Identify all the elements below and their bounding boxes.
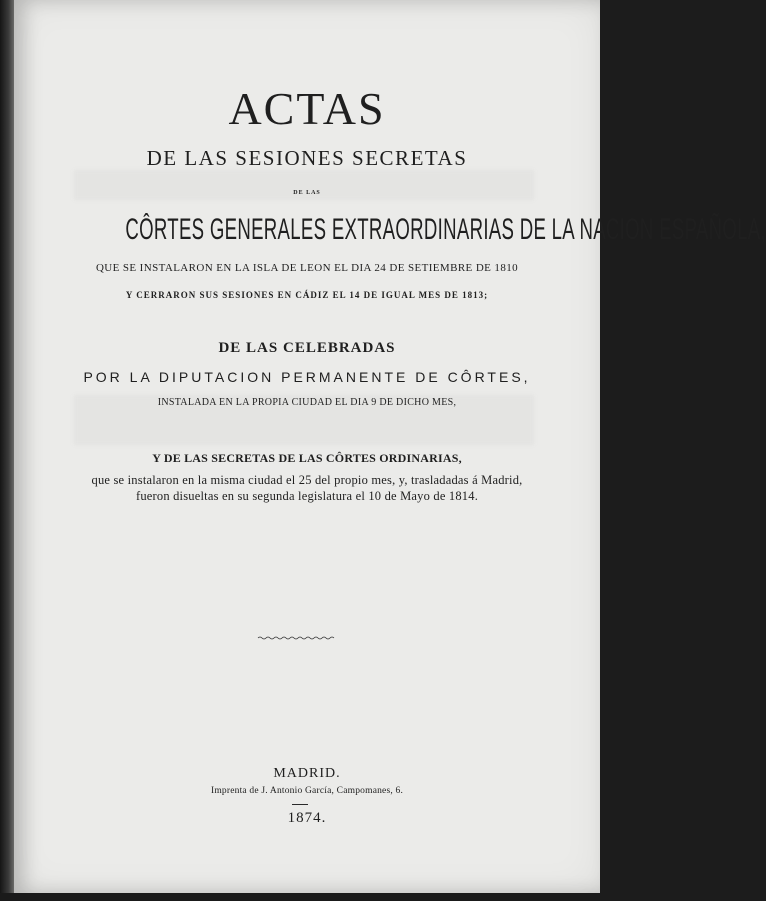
subtitle-de-las: DE LAS <box>293 190 321 196</box>
imprint-city: MADRID. <box>273 766 341 781</box>
title-page <box>14 0 766 893</box>
page-title: ACTAS <box>228 83 386 134</box>
imprint-rule <box>292 804 308 805</box>
diputacion-line: POR LA DIPUTACION PERMANENTE DE CÔRTES, <box>83 369 531 385</box>
secretas-ordinarias-heading: Y DE LAS SECRETAS DE LAS CÔRTES ORDINARIAS, <box>152 451 462 465</box>
paragraph-line-2: fueron disueltas en su segunda legislatura el 10 de Mayo de 1814. <box>135 489 479 503</box>
celebradas-heading: DE LAS CELEBRADAS <box>218 340 396 356</box>
imprint-year: 1874. <box>287 810 327 826</box>
subtitle-sesiones-secretas: DE LAS SESIONES SECRETAS <box>146 146 468 170</box>
wavy-ornament-divider <box>258 636 334 640</box>
book-binding-shadow <box>0 0 14 901</box>
instalaron-line: QUE SE INSTALARON EN LA ISLA DE LEON EL DIA 24 DE SETIEMBRE DE 1810 <box>95 262 519 274</box>
cortes-generales-line: CÔRTES GENERALES EXTRAORDINARIAS DE LA NACION ESPAÑOLA, <box>125 213 766 246</box>
cerraron-line: Y CERRARON SUS SESIONES EN CÁDIZ EL 14 DE IGUAL MES DE 1813; <box>125 290 489 300</box>
instalada-line: INSTALADA EN LA PROPIA CIUDAD EL DIA 9 DE DICHO MES, <box>157 397 457 408</box>
imprint-printer: Imprenta de J. Antonio García, Campomanes, 6. <box>210 786 404 796</box>
page-bottom-edge <box>0 893 600 901</box>
paragraph-line-1: que se instalaron en la misma ciudad el 25 del propio mes, y, trasladadas á Madrid, <box>91 473 523 487</box>
